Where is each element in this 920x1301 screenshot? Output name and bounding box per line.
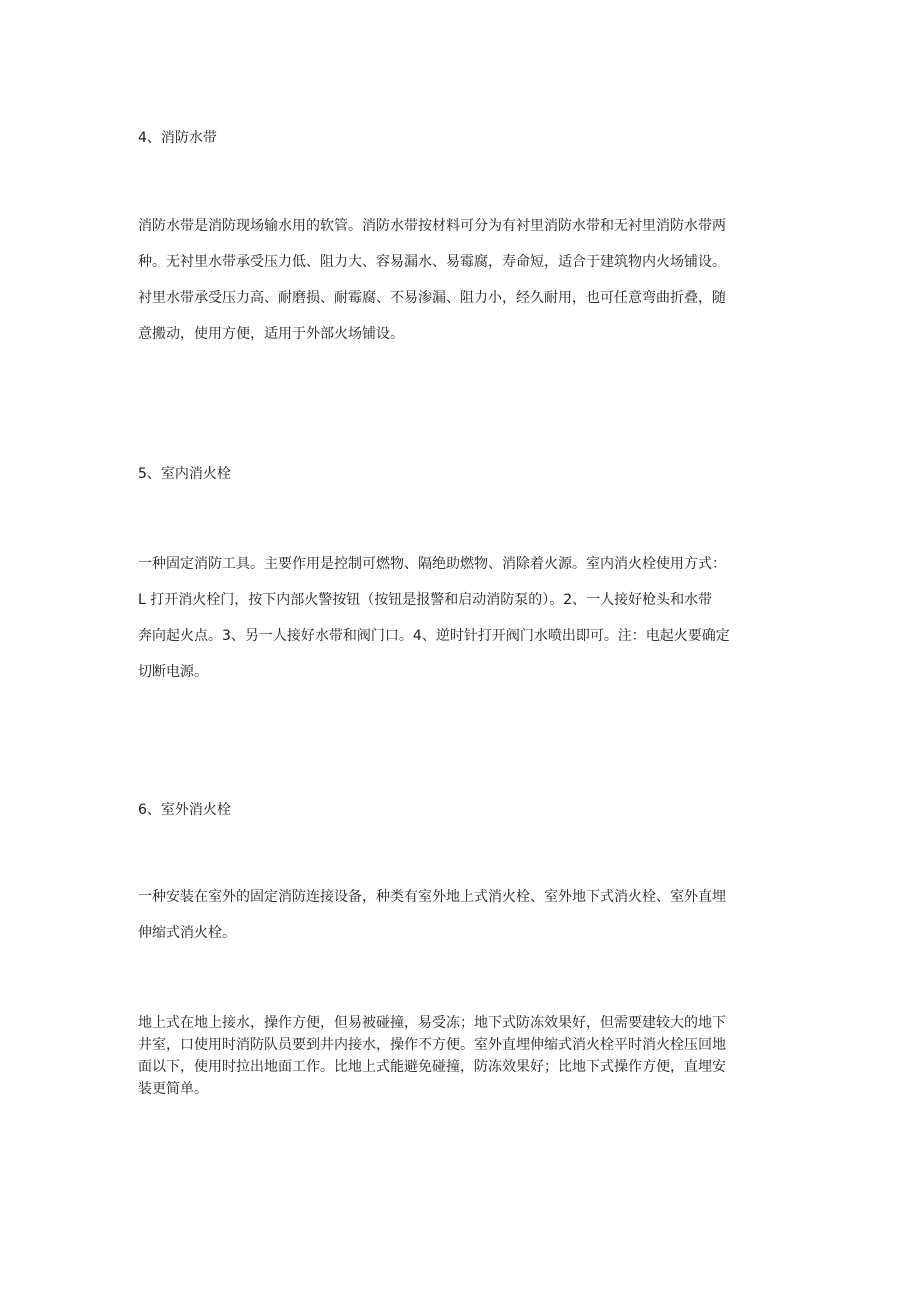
paragraph-line: 伸缩式消火栓。 <box>138 925 236 941</box>
paragraph-line: 消防水带是消防现场输水用的软管。消防水带按材料可分为有衬里消防水带和无衬里消防水带两 <box>138 218 726 234</box>
paragraph-line: 意搬动，使用方便，适用于外部火场铺设。 <box>138 326 404 342</box>
paragraph-line: 衬里水带承受压力高、耐磨损、耐霉腐、不易渗漏、阻力小，经久耐用，也可任意弯曲折叠，随 <box>138 290 726 306</box>
paragraph-outdoor-hydrant-comparison <box>138 1012 808 1100</box>
paragraph-fire-hose <box>138 208 808 352</box>
paragraph-line: 奔向起火点。3、另一人接好水带和阀门口。4、逆时针打开阀门水喷出即可。注：电起火要确定 <box>138 628 730 644</box>
paragraph-line: 井室，口使用时消防队员要到井内接水，操作不方便。室外直埋伸缩式消火栓平时消火栓压回地 <box>138 1037 726 1053</box>
paragraph-line: 切断电源。 <box>138 664 208 680</box>
paragraph-line: 种。无衬里水带承受压力低、阻力大、容易漏水、易霉腐，寿命短，适合于建筑物内火场铺设。 <box>138 254 726 270</box>
paragraph-outdoor-hydrant <box>138 879 808 951</box>
paragraph-line: 地上式在地上接水，操作方便，但易被碰撞，易受冻；地下式防冻效果好，但需要建较大的地下 <box>138 1015 726 1031</box>
paragraph-line: 一种固定消防工具。主要作用是控制可燃物、隔绝助燃物、消除着火源。室内消火栓使用方式： <box>138 556 726 572</box>
section-heading-outdoor-hydrant: 6、室外消火栓 <box>138 802 231 818</box>
paragraph-line: L 打开消火栓门，按下内部火警按钮（按钮是报警和启动消防泵的）。2、一人接好枪头和水带 <box>138 592 713 608</box>
paragraph-line: 装更简单。 <box>138 1081 208 1097</box>
section-heading-indoor-hydrant: 5、室内消火栓 <box>138 466 231 482</box>
paragraph-indoor-hydrant <box>138 546 808 690</box>
paragraph-line: 一种安装在室外的固定消防连接设备，种类有室外地上式消火栓、室外地下式消火栓、室外直埋 <box>138 889 726 905</box>
section-heading-fire-hose: 4、消防水带 <box>138 130 217 146</box>
paragraph-line: 面以下，使用时拉出地面工作。比地上式能避免碰撞，防冻效果好；比地下式操作方便，直埋安 <box>138 1059 726 1075</box>
